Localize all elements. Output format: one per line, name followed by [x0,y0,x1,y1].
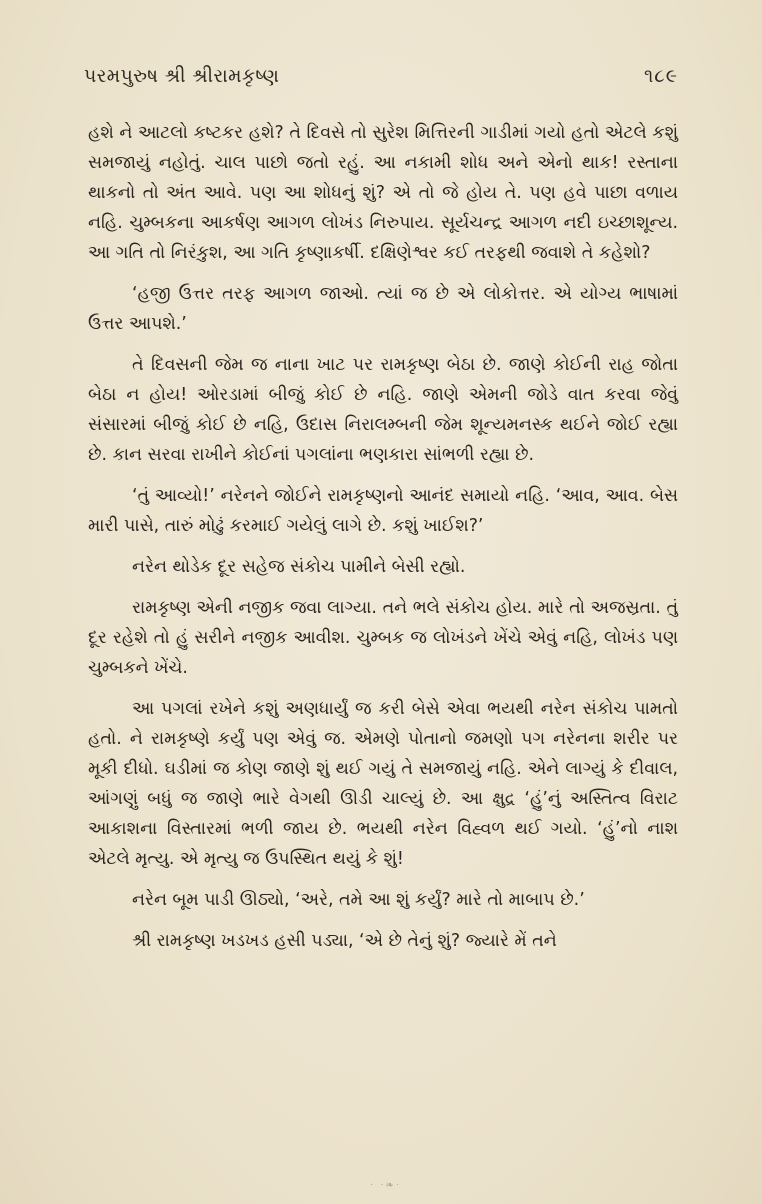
ornament-mark: · ·❧· [370,1180,402,1191]
paragraph: તે દિવસની જેમ જ નાના ખાટ પર રામકૃષ્ણ બેઠા છે. જાણે કોઈની રાહ જોતા બેઠા ન હોય! ઓરડામાં બીજું કોઈ છે નહિ. જાણે એમની જોડે વાત કરવા જેવું સંસારમાં બીજું કોઈ છે નહિ, ઉદાસ નિરાલમ્બની જેમ શૂન્યમનસ્ક થઈને જોઈ રહ્યા છે. કાન સરવા રાખીને કોઈનાં પગલાંના ભણકારા સાંભળી રહ્યા છે. [88,355,678,465]
paragraph: રામકૃષ્ણ એની નજીક જવા લાગ્યા. તને ભલે સંકોચ હોય. મારે તો અજસ્રતા. તું દૂર રહેશે તો હું સરીને નજીક આવીશ. ચુમ્બક જ લોખંડને ખેંચે એવું નહિ, લોખંડ પણ ચુમ્બકને ખેંચે. [88,598,678,678]
running-header [84,58,678,94]
paragraph: ‘તું આવ્યો!’ નરેનને જોઈને રામકૃષ્ણનો આનંદ સમાયો નહિ. ‘આવ, આવ. બેસ મારી પાસે, તારું મોઢું કરમાઈ ગયેલું લાગે છે. કશું ખાઈશ?’ [88,486,678,536]
paragraph: નરેન થોડેક દૂર સહેજ સંકોચ પામીને બેસી રહ્યો. [132,557,466,577]
body-text [88,118,678,967]
page-number: ૧૮૯ [643,65,678,87]
paragraph: આ પગલાં રખેને કશું અણધાર્યું જ કરી બેસે એવા ભયથી નરેન સંકોચ પામતો હતો. ને રામકૃષ્ણે કર્યું પણ એવું જ. એમણે પોતાનો જમણો પગ નરેનના શરીર પર મૂકી દીધો. ઘડીમાં જ કોણ જાણે શું થઈ ગયું તે સમજાયું નહિ. એને લાગ્યું કે દીવાલ, આંગણું બધું જ જાણે ભારે વેગથી ઊડી ચાલ્યું છે. આ ક્ષુદ્ર ‘હું’નું અસ્તિત્વ વિરાટ આકાશના વિસ્તારમાં ભળી જાય છે. ભયથી નરેન વિહ્વળ થઈ ગયો. ‘હું’નો નાશ એટલે મૃત્યુ. એ મૃત્યુ જ ઉપસ્થિત થયું કે શું! [88,699,678,869]
paragraph: ‘હજી ઉત્તર તરફ આગળ જાઓ. ત્યાં જ છે એ લોકોત્તર. એ યોગ્ય ભાષામાં ઉત્તર આપશે.’ [88,284,678,334]
running-title: પરમપુરુષ શ્રી શ્રીરામકૃષ્ણ [84,65,280,87]
paragraph: શ્રી રામકૃષ્ણ ખડખડ હસી પડ્યા, ‘એ છે તેનું શું? જ્યારે મેં તને [132,931,557,951]
paragraph: હશે ને આટલો કષ્ટકર હશે? તે દિવસે તો સુરેશ મિત્તિરની ગાડીમાં ગયો હતો એટલે કશું સમજાયું નહોતું. ચાલ પાછો જતો રહું. આ નકામી શોધ અને એનો થાક! રસ્તાના થાકનો તો અંત આવે. પણ આ શોધનું શું? એ તો જે હોય તે. પણ હવે પાછા વળાય નહિ. ચુમ્બકના આકર્ષણ આગળ લોખંડ નિરુપાય. સૂર્યચન્દ્ર આગળ નદી ઇચ્છાશૂન્ય. આ ગતિ તો નિરંકુશ, આ ગતિ કૃષ્ણાકર્ષી. દક્ષિણેશ્વર કઈ તરફથી જવાશે તે કહેશો? [88,123,678,263]
paragraph: નરેન બૂમ પાડી ઊઠ્યો, ‘અરે, તમે આ શું કર્યું? મારે તો માબાપ છે.’ [132,890,585,910]
